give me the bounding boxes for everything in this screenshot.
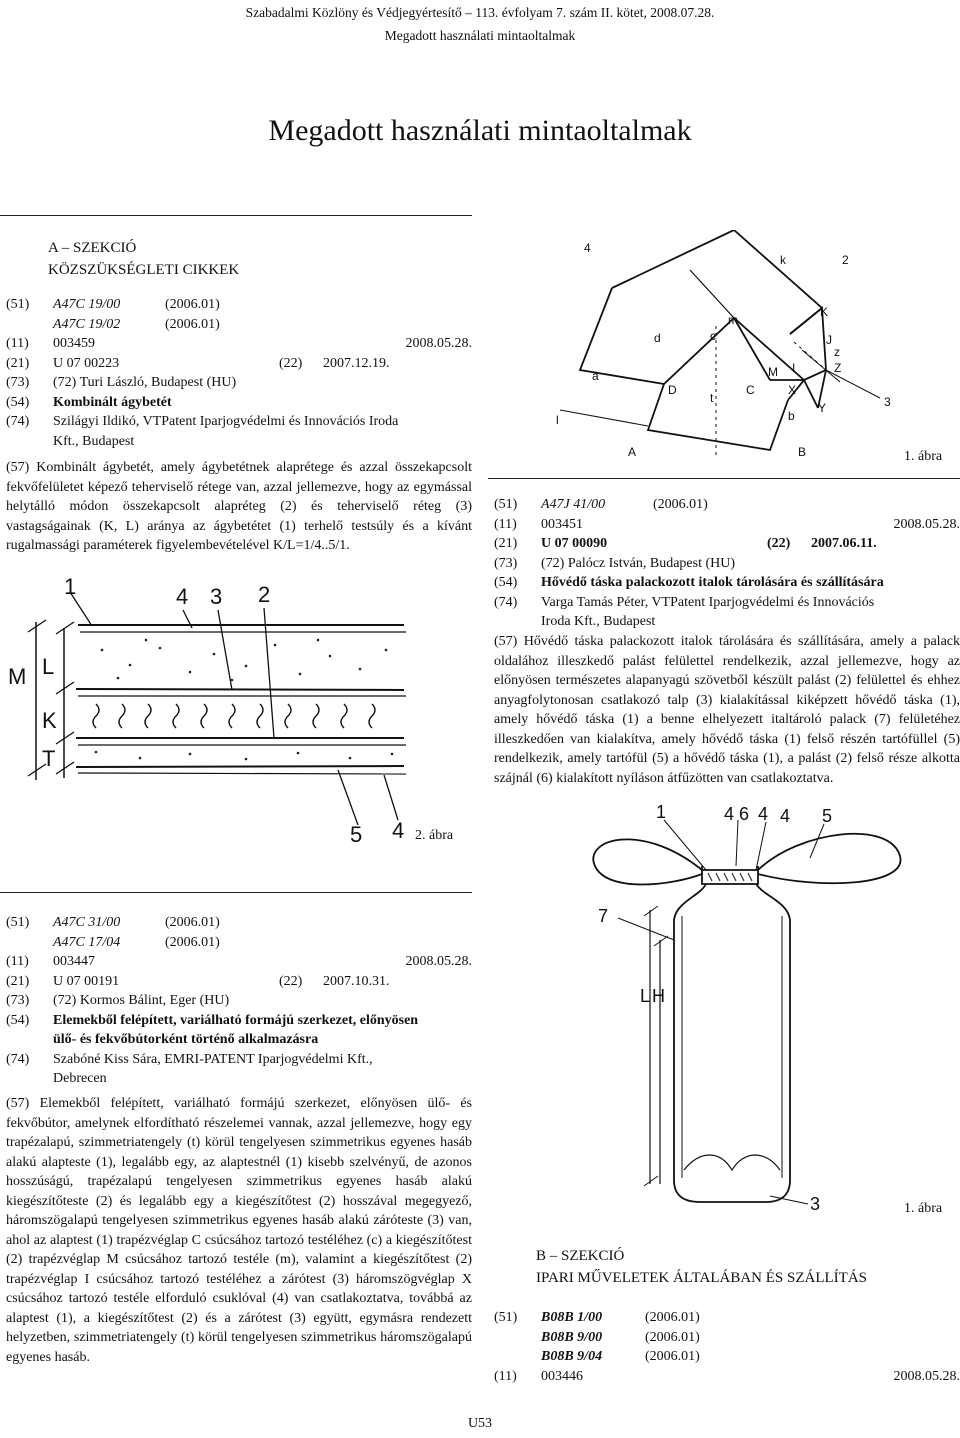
abstract-003447: (57) Elemekből felépített, variálható formájú szerkezet, előnyösen ülő- és fekvőbútor, amelynek elfordítható részelemei vannak, azzal jellemezve, hogy egy trapézalapú, szimmetriatengely (t) körül tengelyesen szimmetrikus egyenes hasáb alakú alapteste (1), legalább egy, az alaptestnél (1) kisebb szelvényű, de azonos hosszúságú, trapézalapú tengelyesen szimmetrikus egyenes hasáb alakú kiegészítőteste (2) és legalább egy a kiegészítőtest (2) hosszával megegyező, háromszögalapú tengelyesen szimmetrikus egyenes hasáb alakú záróteste (3) van, ahol az alaptest (1) trapézvéglap C csúcsához tartozó testéléhez (c) a kiegészítőtest (2) trapézvéglap M csúcsához tartozó testéle (m), valamint a kiegészítőtest (2) trapézvéglap I csúcsához tartozó testéléhez a zárótest (3) háromszögvéglap X csúcsához tartozó testéle elforduló csuklóval (4) van csatlakoztatva, továbbá az alaptest (1), a kiegészítőtest (2) és a zárótest (3) együtt, egymásra rendezett helyzetben, szimmetriatengely (t) körül tengelyesen szimmetrikus háromszögalapú egyenes hasáb. [6, 1096, 472, 1365]
figure-label: L [42, 654, 55, 679]
figure-label: 4 [392, 818, 405, 843]
figure-label: H [652, 986, 665, 1006]
figure-label: k [780, 253, 786, 267]
section-b-line1: B – SZEKCIÓ [536, 1248, 625, 1264]
section-b-heading [536, 1245, 867, 1289]
inid-73: (73) [494, 555, 518, 571]
figure-label: d [654, 331, 661, 345]
inid-11: (11) [6, 336, 29, 351]
figure-label: b [788, 409, 795, 423]
ipc-class: B08B 9/04 [541, 1349, 603, 1364]
figure-caption: 2. ábra [415, 828, 454, 843]
inid-51: (51) [494, 1310, 518, 1325]
inid-21: (21) [6, 973, 30, 989]
inid-73: (73) [6, 375, 30, 390]
bag-bottom [684, 1155, 780, 1170]
figure-label: K [42, 708, 57, 733]
figure-label: C [746, 383, 755, 397]
bottle-bag-figure [560, 800, 960, 1220]
record-003447 [6, 913, 472, 1089]
inid-54: (54) [6, 394, 30, 410]
figure-label: L [640, 986, 651, 1006]
inid-51: (51) [6, 297, 30, 312]
figure-label: 3 [884, 395, 891, 409]
ipc-version: (2006.01) [653, 497, 708, 512]
figure-label: 5 [350, 822, 363, 847]
section-a-line2: KÖZSZÜKSÉGLETI CIKKEK [48, 262, 240, 278]
application-number: U 07 00223 [53, 355, 120, 371]
owner-inventor: (72) Turi László, Budapest (HU) [53, 375, 237, 390]
prism-furniture-figure [540, 230, 960, 470]
inid-73: (73) [6, 993, 30, 1008]
figure-label: l [556, 413, 559, 427]
prism-edge [612, 230, 822, 334]
prism-edge [804, 380, 818, 408]
inid-51: (51) [494, 497, 518, 512]
record-003446 [494, 1308, 960, 1386]
prism-edge [664, 318, 804, 384]
figure-label: A [628, 445, 637, 459]
figure-label: I [792, 361, 796, 375]
figure-label: z [834, 345, 840, 359]
utility-model-title-cont: ülő- és fekvőbútorként történő alkalmazásra [53, 1032, 319, 1047]
agent: Varga Tamás Péter, VTPatent Iparjogvédelmi és Innovációs [541, 594, 875, 610]
page-title: Megadott használati mintaoltalmak [268, 114, 692, 147]
figure-label: B [798, 445, 807, 459]
application-number: U 07 00090 [541, 536, 608, 551]
figure-label: T [42, 746, 56, 771]
owner-inventor: (72) Palócz István, Budapest (HU) [541, 555, 736, 571]
leader-line [560, 410, 648, 426]
ipc-version: (2006.01) [165, 934, 220, 950]
figure-label: 1 [64, 574, 77, 599]
inid-11: (11) [494, 516, 517, 532]
inid-54: (54) [6, 1012, 30, 1028]
figure-label: 2 [842, 253, 849, 267]
bag-body [674, 884, 790, 1202]
section-a-line1: A – SZEKCIÓ [48, 240, 137, 256]
figure-label: Z [834, 361, 842, 375]
figure-label: 4 [176, 584, 189, 609]
ipc-version: (2006.01) [645, 1310, 700, 1325]
agent-cont: Debrecen [53, 1071, 107, 1086]
ipc-version: (2006.01) [645, 1349, 700, 1364]
owner-inventor: (72) Kormos Bálint, Eger (HU) [53, 993, 230, 1008]
figure-label: D [668, 383, 677, 397]
grant-date: 2008.05.28. [405, 954, 472, 969]
figure-label: M [768, 365, 778, 379]
ipc-version: (2006.01) [165, 915, 220, 930]
figure-label: 2 [258, 582, 271, 607]
inid-21: (21) [6, 355, 30, 371]
figure-label: 3 [810, 1194, 821, 1214]
ipc-version: (2006.01) [645, 1329, 700, 1345]
inid-22: (22) [279, 973, 303, 989]
inid-54: (54) [494, 575, 518, 590]
layer-line [76, 689, 404, 690]
record-003451 [494, 495, 960, 632]
figure-label: a [592, 369, 599, 383]
figure-label: 4 [584, 241, 591, 255]
grant-date: 2008.05.28. [893, 1368, 960, 1384]
inid-74: (74) [494, 594, 518, 610]
registration-number: 003451 [541, 516, 583, 532]
ipc-class: A47C 31/00 [53, 915, 121, 930]
figure-label: X [788, 383, 797, 397]
handle-loop [758, 834, 901, 883]
filing-date: 2007.06.11. [811, 536, 877, 551]
filing-date: 2007.10.31. [323, 973, 390, 989]
ipc-class: A47C 19/00 [53, 297, 121, 312]
running-header-section: Megadott használati mintaoltalmak [384, 28, 576, 43]
registration-number: 003459 [53, 336, 95, 351]
inid-11: (11) [6, 954, 29, 969]
figure-caption: 1. ábra [904, 449, 943, 464]
figure-label: 4 6 [724, 804, 750, 824]
inid-74: (74) [6, 414, 30, 429]
ipc-class: B08B 1/00 [541, 1310, 603, 1325]
agent: Szilágyi Ildikó, VTPatent Iparjogvédelmi és Innovációs Iroda [53, 414, 399, 429]
figure-label: J [826, 333, 832, 347]
prism-edge [690, 270, 734, 318]
column-rule [488, 478, 960, 479]
agent-cont: Kft., Budapest [53, 433, 135, 449]
column-rule [0, 215, 472, 216]
section-b-line2: IPARI MŰVELETEK ÁLTALÁBAN ÉS SZÁLLÍTÁS [536, 1270, 868, 1286]
layer-line [78, 773, 406, 774]
figure-label: 3 [210, 584, 223, 609]
ipc-version: (2006.01) [165, 297, 220, 312]
inid-74: (74) [6, 1051, 30, 1067]
figure-label: 7 [598, 906, 609, 926]
running-header-journal: Szabadalmi Közlöny és Védjegyértesítő – 113. évfolyam 7. szám II. kötet, 2008.07.28. [245, 5, 715, 20]
figure-caption: 1. ábra [904, 1201, 943, 1216]
page-number: U53 [467, 1416, 493, 1431]
figure-label: 5 [822, 806, 833, 826]
figure-label: m [728, 313, 738, 327]
record-003459 [6, 295, 472, 451]
utility-model-title: Kombinált ágybetét [53, 394, 172, 410]
bottle-neck [702, 866, 758, 884]
application-number: U 07 00191 [53, 973, 120, 989]
inid-11: (11) [494, 1368, 517, 1384]
ipc-class: A47J 41/00 [541, 497, 606, 512]
figure-label: 1 [656, 802, 667, 822]
column-rule [0, 892, 472, 893]
figure-label: t [710, 391, 714, 405]
agent: Szabóné Kiss Sára, EMRI-PATENT Iparjogvédelmi Kft., [53, 1051, 373, 1067]
prism-edge [734, 318, 770, 380]
section-a-heading [48, 237, 239, 281]
figure-label: 4 [780, 806, 791, 826]
figure-label: c [710, 329, 716, 343]
figure-label: 4 [758, 804, 769, 824]
mattress-figure [0, 570, 480, 860]
registration-number: 003447 [53, 954, 95, 969]
ipc-version: (2006.01) [165, 316, 220, 332]
inid-51: (51) [6, 915, 30, 930]
layer-line [76, 766, 404, 767]
utility-model-title: Hővédő táska palackozott italok tárolására és szállítására [541, 575, 884, 590]
figure-label: M [8, 664, 27, 689]
ipc-class: A47C 17/04 [53, 934, 121, 950]
filing-date: 2007.12.19. [323, 355, 390, 371]
grant-date: 2008.05.28. [405, 336, 472, 351]
agent-cont: Iroda Kft., Budapest [541, 614, 656, 629]
inid-22: (22) [279, 355, 303, 371]
ipc-class: B08B 9/00 [541, 1329, 603, 1345]
grant-date: 2008.05.28. [893, 516, 960, 532]
figure-label: K [820, 305, 829, 319]
inid-22: (22) [767, 536, 791, 551]
abstract-003451: (57) Hővédő táska palackozott italok tárolására és szállítására, amely a palack oldalához illeszkedő palást felülettel rendelkezik, azzal jellemezve, hogy az előnyösen természetes alapanyagú szövetből készült palást (2) felülettel és ehhez anyagfolytonosan csatlakozó talp (3) kialakítással kiképzett hővédő táska (1), amely hővédő táska (1) a benne elhelyezett italtároló palack (7) felületéhez illeszkedően van kialakítva, amely hővédő táska (1) felső részén tartófüllel (5) rendelkezik, amely tartófül (5) a hővédő táska (1), a palást (2) felső része alkotta szájnál (6) kialakított nyíláson átfűzötten van csatlakoztatva. [494, 634, 960, 786]
utility-model-title: Elemekből felépített, variálható formájú szerkezet, előnyösen [53, 1012, 419, 1028]
figure-label: Y [818, 401, 827, 415]
inid-21: (21) [494, 536, 518, 551]
ipc-class: A47C 19/02 [53, 316, 121, 332]
abstract-003459: (57) Kombinált ágybetét, amely ágybetétnek alaprétege és azzal összekapcsolt fekvőfelületet képező teherviselő rétege van, azzal jellemezve, hogy az egymással helytálló módon összekapcsolt alapréteg (2) és teherviselő réteg (3) vastagságainak (K, L) aránya az ágybetétet (1) terhelő testsúly és a kívánt rugalmassági paraméterek figyelembevételével K/L=1/4..5/1. [6, 460, 472, 553]
registration-number: 003446 [541, 1368, 583, 1384]
